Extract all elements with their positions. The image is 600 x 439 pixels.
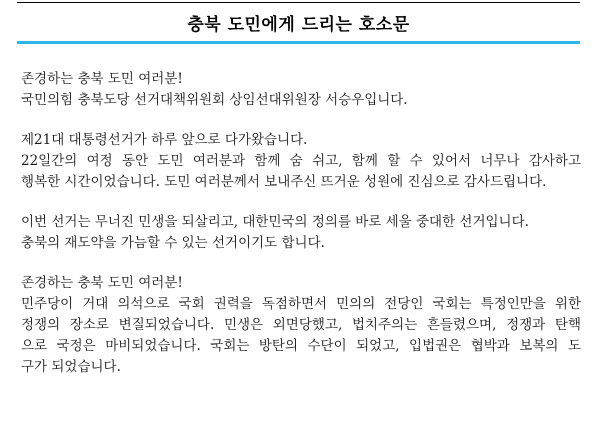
paragraph-line: 정쟁의 장소로 변질되었습니다. 민생은 외면당했고, 법치주의는 흔들렸으며, 정쟁과 탄핵 [21,317,581,333]
paragraph-criticism [21,273,581,378]
paragraph-line: 제21대 대통령선거가 하루 앞으로 다가왔습니다. [21,132,308,148]
paragraph-line: 존경하는 충북 도민 여러분! [21,71,183,87]
paragraph-line: 존경하는 충북 도민 여러분! [21,275,183,291]
paragraph-line: 구가 되었습니다. [21,359,121,375]
paragraph-line: 국민의힘 충북도당 선거대책위원회 상임선대위원장 서승우입니다. [21,92,408,108]
paragraph-line: 으로 국정은 마비되었습니다. 국회는 방탄의 수단이 되었고, 입법권은 협박과 보복의 도 [21,338,581,354]
document-title: 충북 도민에게 드리는 호소문 [187,14,410,35]
paragraph-greeting [21,69,581,111]
paragraph-line: 22일간의 여정 동안 도민 여러분과 함께 숨 쉬고, 함께 할 수 있어서 너무나 감사하고 [21,153,581,169]
document-title-banner [17,2,580,44]
paragraph-line: 충북의 재도약을 가늠할 수 있는 선거이기도 합니다. [21,235,325,251]
paragraph-election-significance [21,212,581,254]
paragraph-line: 민주당이 거대 의석으로 국회 권력을 독점하면서 민의의 전당인 국회는 특정인만을 위한 [21,296,581,312]
paragraph-line: 행복한 시간이었습니다. 도민 여러분께서 보내주신 뜨거운 성원에 진심으로 감사드립니다. [21,174,547,190]
document-body [21,69,581,397]
paragraph-election-eve [21,130,581,193]
paragraph-line: 이번 선거는 무너진 민생을 되살리고, 대한민국의 정의를 바로 세울 중대한 선거입니다. [21,214,529,230]
